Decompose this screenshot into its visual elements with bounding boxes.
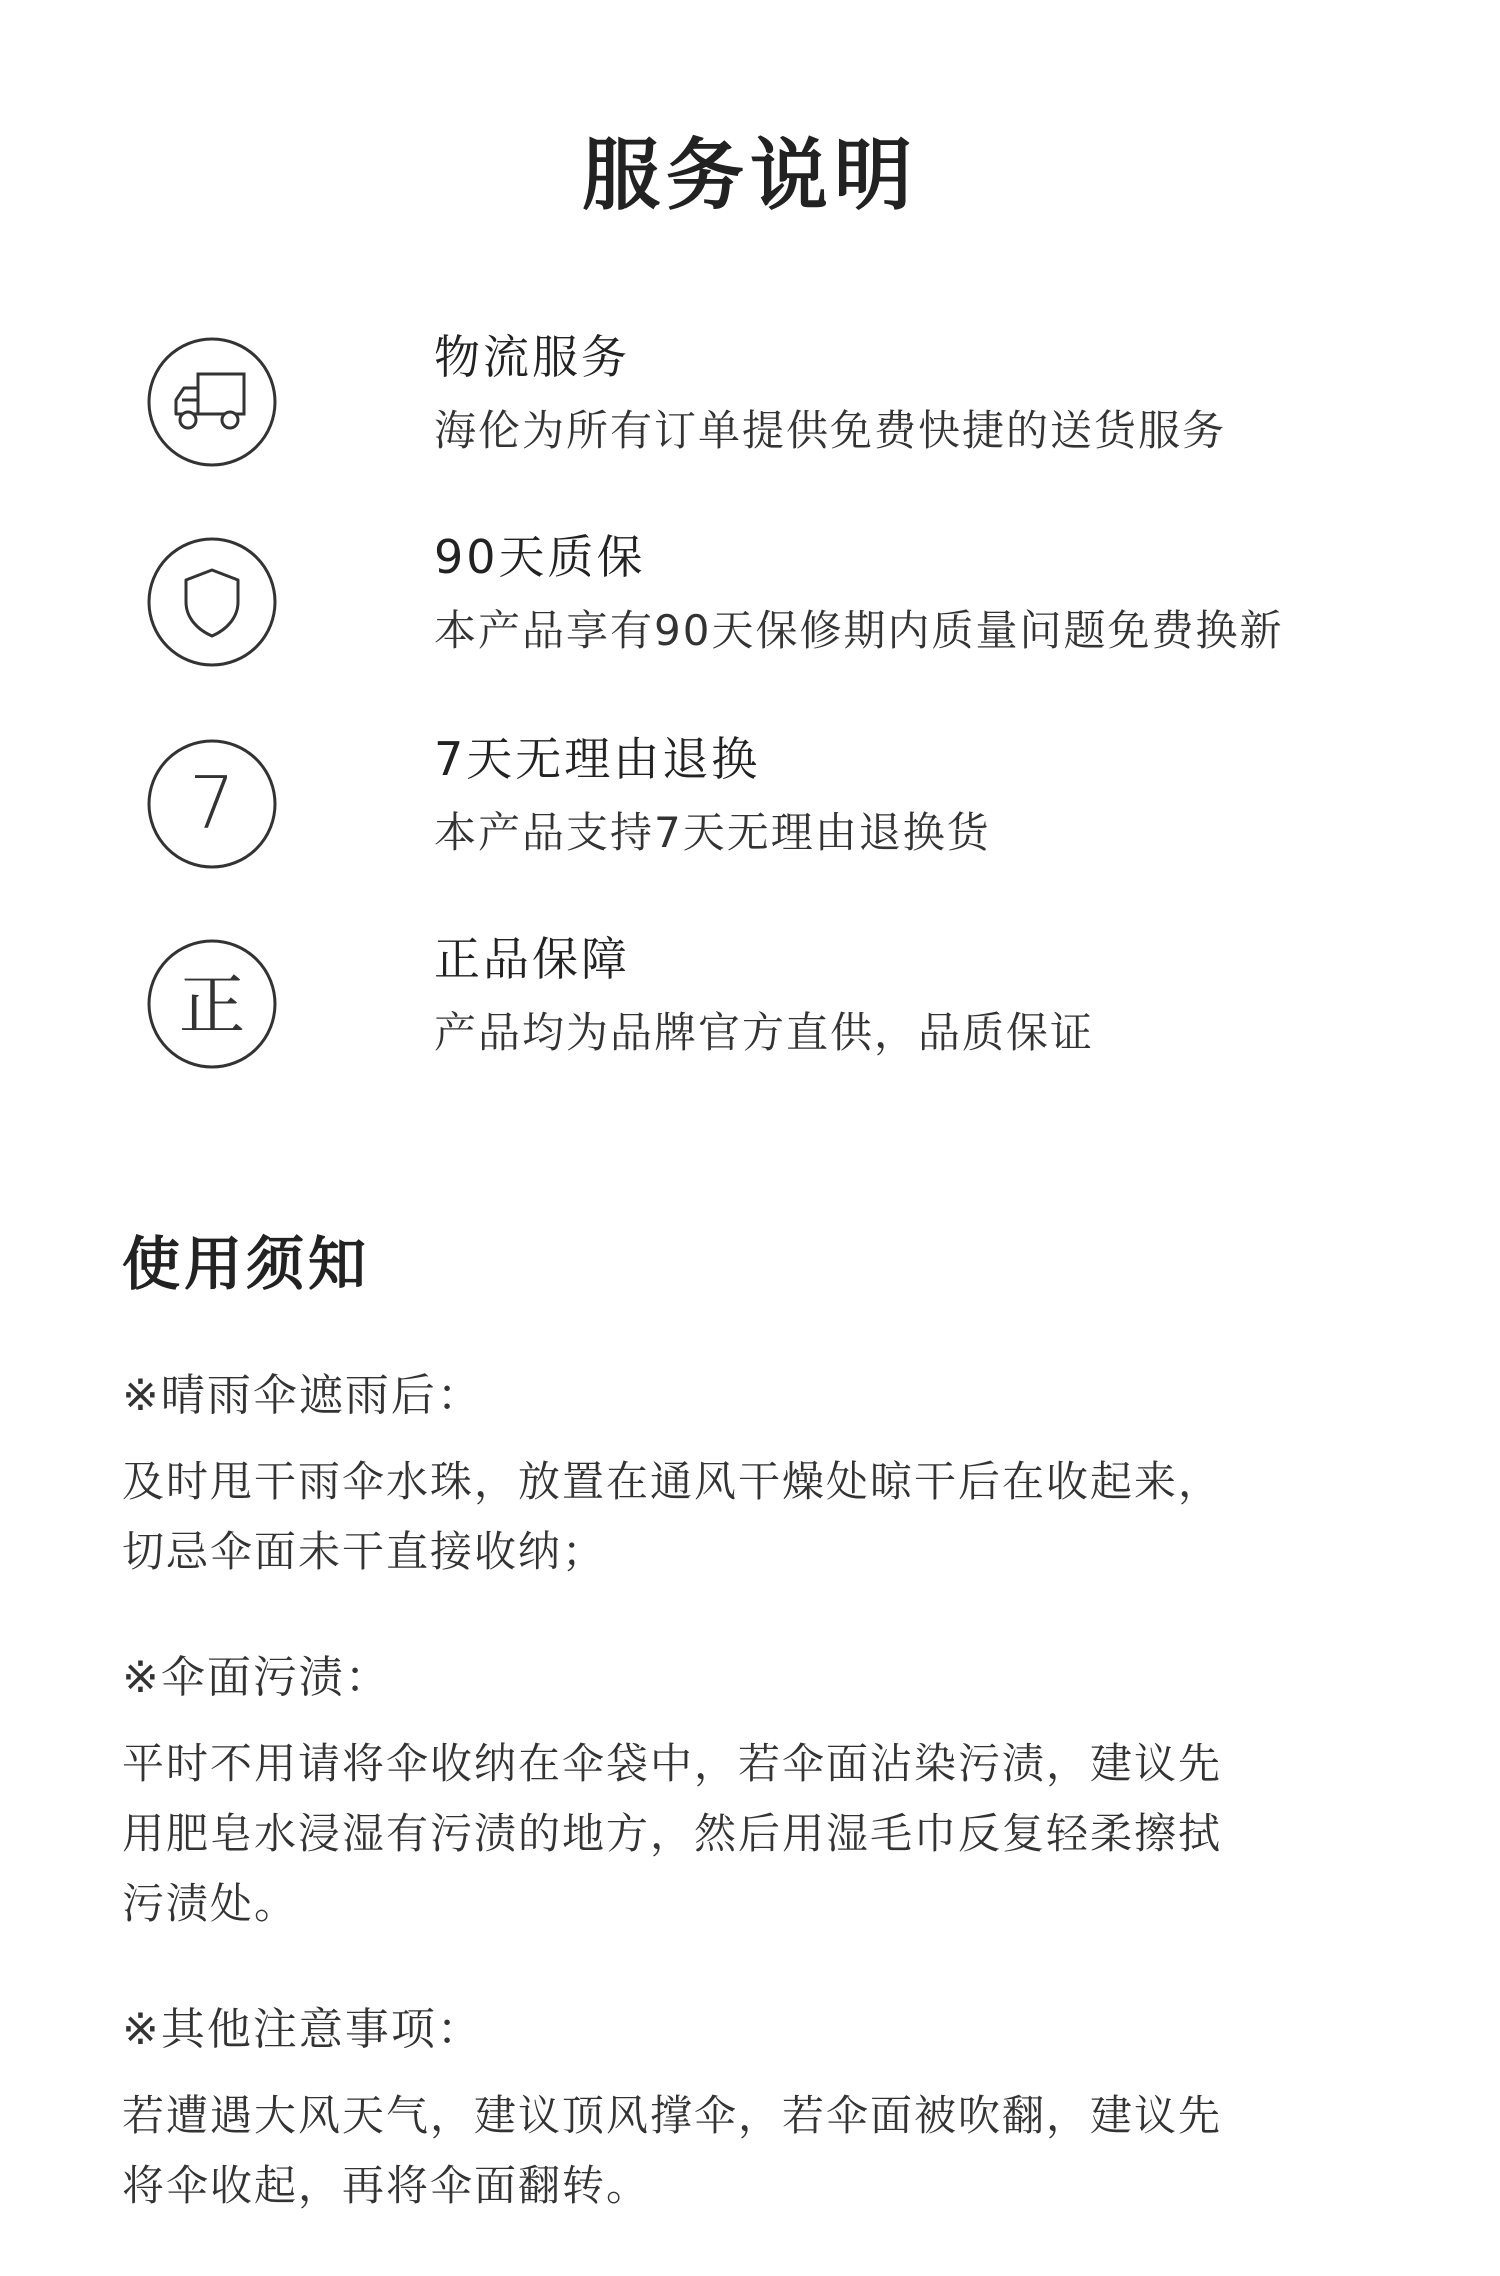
notice-section-stains <box>122 1652 1402 1939</box>
notice-line: 平时不用请将伞收纳在伞袋中，若伞面沾染污渍，建议先 <box>122 1738 1223 1788</box>
notice-heading: 使用须知 <box>122 1230 371 1298</box>
notice-section-title: ※晴雨伞遮雨后： <box>122 1370 483 1421</box>
notice-section-other <box>122 2004 1402 2221</box>
seven-icon-text: 7 <box>189 761 235 845</box>
shield-icon <box>146 536 278 668</box>
service-item-return <box>0 732 1500 892</box>
page-title: 服务说明 <box>581 131 918 221</box>
notice-section-title: ※其他注意事项： <box>122 2004 483 2055</box>
notice-line: 污渍处。 <box>122 1878 299 1928</box>
service-item-warranty <box>0 530 1500 690</box>
service-desc: 海伦为所有订单提供免费快捷的送货服务 <box>434 406 1227 455</box>
notice-line: 用肥皂水浸湿有污渍的地方，然后用湿毛巾反复轻柔擦拭 <box>122 1808 1223 1858</box>
notice-line: 及时甩干雨伞水珠，放置在通风干燥处晾干后在收起来， <box>122 1456 1223 1506</box>
service-desc: 本产品享有90天保修期内质量问题免费换新 <box>434 606 1284 655</box>
seven-icon <box>146 738 278 870</box>
notice-line: 切忌伞面未干直接收纳； <box>122 1526 607 1576</box>
notice-line: 将伞收起，再将伞面翻转。 <box>122 2160 651 2210</box>
notice-line: 若遭遇大风天气，建议顶风撑伞，若伞面被吹翻，建议先 <box>122 2090 1223 2140</box>
service-title: 90天质保 <box>434 530 646 584</box>
service-title: 物流服务 <box>434 330 630 384</box>
truck-icon <box>146 336 278 468</box>
notice-section-title: ※伞面污渍： <box>122 1652 391 1703</box>
service-title: 7天无理由退换 <box>434 732 761 786</box>
service-title: 正品保障 <box>434 932 630 986</box>
service-desc: 产品均为品牌官方直供，品质保证 <box>434 1008 1095 1057</box>
service-item-logistics <box>0 330 1500 490</box>
service-item-genuine <box>0 932 1500 1092</box>
genuine-icon <box>146 938 278 1070</box>
service-desc: 本产品支持7天无理由退换货 <box>434 808 991 857</box>
notice-section-after-rain <box>122 1370 1402 1587</box>
genuine-icon-text: 正 <box>179 967 245 1044</box>
